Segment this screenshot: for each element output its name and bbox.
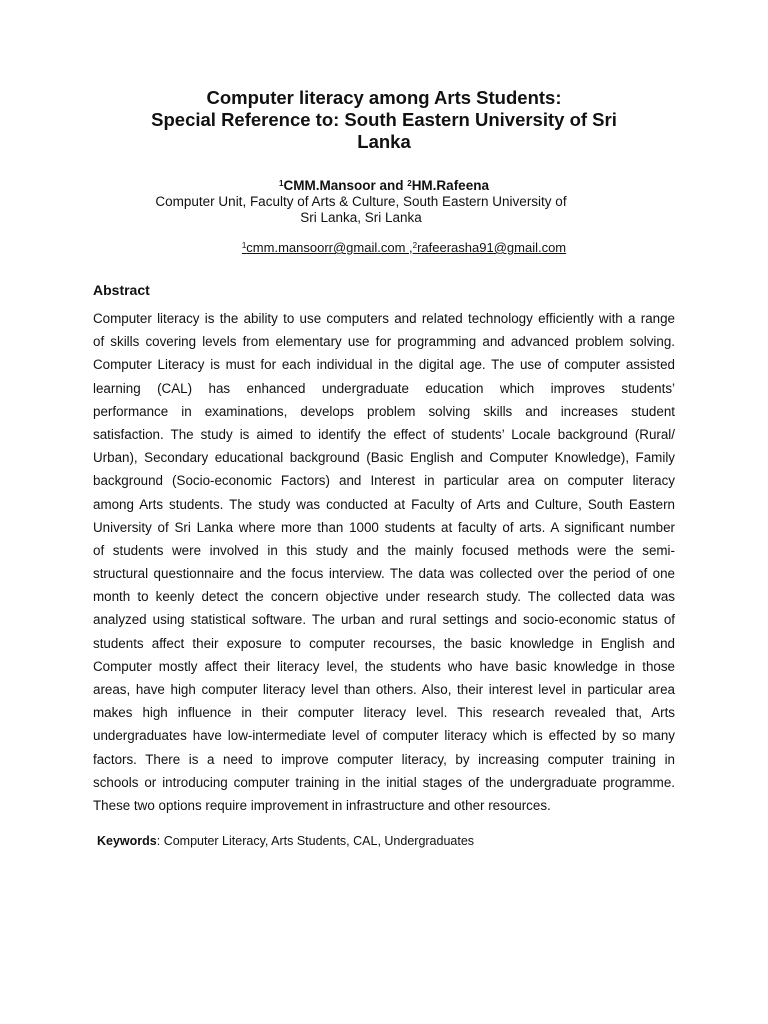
- abstract-line: learning (CAL) has enhanced undergraduate education which improves students’: [93, 380, 675, 396]
- keywords-label: Keywords: [97, 834, 157, 848]
- abstract-line: factors. There is a need to improve computer literacy, by increasing computer training in: [93, 751, 675, 767]
- email2[interactable]: rafeerasha91@gmail.com: [417, 240, 567, 255]
- abstract-line: analyzed using statistical software. The urban and rural settings and socio-economic status of: [93, 612, 675, 628]
- author1-name: CMM.Mansoor and: [283, 178, 408, 193]
- title-line-3: Lanka: [357, 131, 411, 152]
- title-line-2: Special Reference to: South Eastern University of Sri: [151, 109, 617, 130]
- email-line: [84, 240, 684, 256]
- keywords-line: [97, 833, 474, 849]
- abstract-line: month to keenly detect the concern objective under research study. The collected data was: [93, 589, 675, 605]
- author1-superscript: 1: [279, 179, 284, 188]
- author2-name: HM.Rafeena: [411, 178, 489, 193]
- affiliation-line-2: Sri Lanka, Sri Lanka: [300, 210, 422, 225]
- affiliation-line-1: Computer Unit, Faculty of Arts & Culture, South Eastern University of: [155, 194, 567, 209]
- abstract-line: makes high influence in their computer literacy level. This research revealed that, Arts: [93, 705, 675, 721]
- affiliation: [136, 194, 586, 226]
- abstract-line: University of Sri Lanka where more than 1000 students at faculty of arts. A significant number: [93, 519, 675, 535]
- abstract-line: structural questionnaire and the focus interview. The data was collected over the period of one: [93, 566, 675, 582]
- abstract-line: of skills covering levels from elementary use for programming and advanced problem solving.: [93, 334, 675, 350]
- abstract-line: among Arts students. The study was conducted at Faculty of Arts and Culture, South Eastern: [93, 496, 675, 512]
- abstract-line: performance in examinations, develops problem solving skills and increases student: [93, 403, 675, 419]
- abstract-line: areas, have high computer literacy level than others. Also, their interest level in particular area: [93, 682, 675, 697]
- author-line: [84, 178, 684, 194]
- author2-superscript: 2: [407, 179, 412, 188]
- paper-title: [84, 87, 684, 153]
- abstract-line: satisfaction. The study is aimed to identify the effect of students’ Locale background (Rural/: [93, 426, 675, 442]
- abstract-line: Computer literacy is the ability to use computers and related technology efficiently with a range: [93, 311, 675, 326]
- email1[interactable]: cmm.mansoorr@gmail.com ,: [246, 240, 413, 255]
- abstract-line: background (Socio-economic Factors) and Interest in particular area on computer literacy: [93, 473, 675, 489]
- abstract-line: Computer Literacy is must for each individual in the digital age. The use of computer assisted: [93, 357, 675, 373]
- abstract-line: schools or introducing computer training in the initial stages of the undergraduate programme.: [93, 774, 675, 790]
- abstract-line: Urban), Secondary educational background (Basic English and Computer Knowledge), Family: [93, 450, 675, 466]
- abstract-line: Computer mostly affect their literacy level, the students who have basic knowledge in those: [93, 658, 675, 674]
- abstract-line: students affect their exposure to computer recourses, the basic knowledge in English and: [93, 635, 675, 651]
- title-line-1: Computer literacy among Arts Students:: [206, 87, 562, 108]
- email1-superscript: 1: [241, 241, 247, 250]
- abstract-heading: Abstract: [93, 282, 150, 298]
- abstract-line: undergraduates have low-intermediate level of computer literacy which is effected by so many: [93, 728, 675, 744]
- keywords-text: : Computer Literacy, Arts Students, CAL, Undergraduates: [156, 834, 475, 848]
- abstract-body: [93, 307, 675, 817]
- email-links[interactable]: [242, 240, 566, 255]
- abstract-line: of students were involved in this study and the mainly focused methods were the semi-: [93, 542, 675, 558]
- email2-superscript: 2: [412, 241, 418, 250]
- abstract-line: These two options require improvement in infrastructure and other resources.: [93, 797, 551, 813]
